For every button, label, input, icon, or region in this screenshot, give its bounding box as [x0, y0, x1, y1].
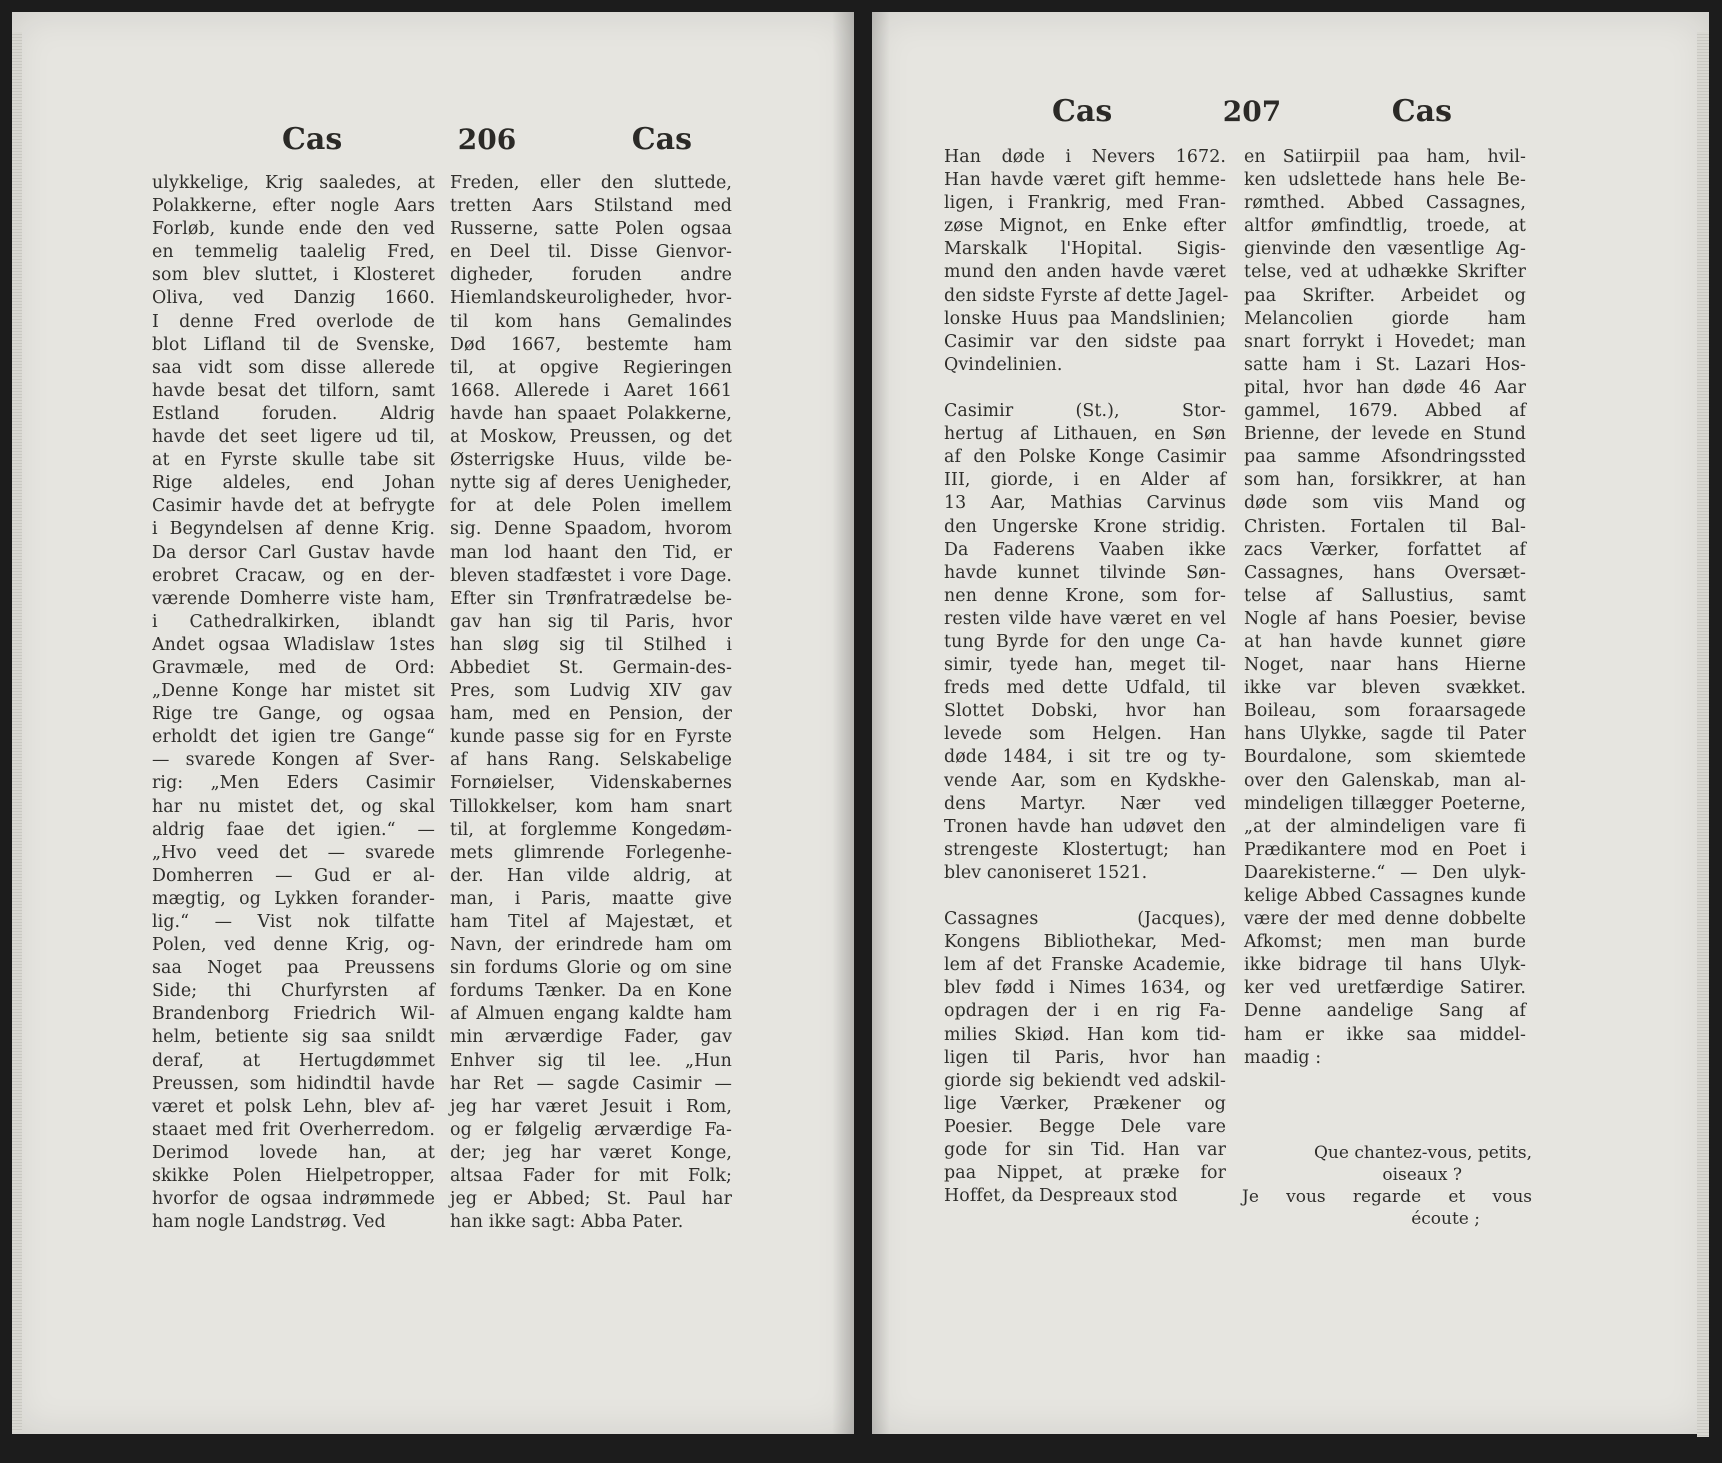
text-line: erholdt det igien tre Gange“ — [152, 727, 435, 748]
text-line: erobret Cracaw, og en der- — [152, 565, 435, 586]
text-line: helm, betiente sig saa snildt — [152, 1027, 435, 1048]
text-line: Casimir var den sidste paa — [944, 331, 1226, 352]
text-line: af den Polske Konge Casimir — [944, 447, 1226, 468]
text-line: sin fordums Glorie og om sine — [450, 958, 732, 979]
text-line: zacs Værker, forfattet af — [1244, 539, 1526, 560]
text-line: 13 Aar, Mathias Carvinus — [944, 493, 1226, 514]
text-line: bleven stadfæstet i vore Dage. — [450, 565, 732, 586]
text-line: nytte sig af deres Uenigheder, — [450, 473, 732, 494]
text-line: Polen, ved denne Krig, og- — [152, 935, 435, 956]
text-line: ham nogle Landstrøg. Ved — [152, 1212, 386, 1233]
text-line: kunde passe sig for en Fyrste — [450, 727, 732, 748]
text-line: paa Nippet, at præke for — [944, 1163, 1226, 1184]
text-line: Cassagnes, hans Oversæt- — [1244, 562, 1526, 583]
text-line: Freden, eller den sluttede, — [450, 173, 732, 193]
text-line: som blev sluttet, i Klosteret — [152, 265, 435, 286]
text-line: „at der almindeligen vare fi — [1244, 816, 1526, 837]
text-line: mindeligen tillægger Poeterne, — [1244, 793, 1526, 814]
text-line: ligen, i Frankrig, med Fran- — [944, 193, 1226, 214]
text-line: Estland foruden. Aldrig — [152, 403, 435, 424]
text-line: lem af det Franske Academie, — [944, 955, 1226, 976]
text-line: Nogle af hans Poesier, bevise — [1244, 608, 1526, 629]
header-catchword-left: Cas — [1052, 94, 1113, 129]
text-line: en Deel til. Disse Gienvor- — [450, 242, 732, 263]
text-line: — svarede Kongen af Sver- — [152, 750, 435, 771]
text-line: telse, ved at udhække Skrifter — [1244, 262, 1526, 283]
text-line: den Ungerske Krone stridig. — [944, 516, 1226, 537]
text-line: en Satiirpiil paa ham, hvil- — [1244, 147, 1526, 167]
text-line: en temmelig taalelig Fred, — [152, 242, 435, 263]
text-line: Rige aldeles, end Johan — [152, 473, 435, 494]
text-line: der. Han vilde aldrig, at — [450, 865, 732, 886]
text-line: som han, forsikkrer, at han — [1244, 470, 1526, 491]
verse-line-2: oiseaux ? — [1382, 1165, 1462, 1185]
verse-line-3: Je vous regarde et vous — [1242, 1187, 1532, 1207]
text-line: til kom hans Gemalindes — [450, 311, 732, 332]
text-line: opdragen der i en rig Fa- — [944, 1001, 1226, 1022]
text-line: altsaa Fader for mit Folk; — [450, 1166, 732, 1187]
right-page — [872, 12, 1709, 1434]
text-line: Slottet Dobski, hvor han — [944, 701, 1226, 722]
text-line: havde kunnet tilvinde Søn- — [944, 562, 1226, 583]
text-line: til, at forglemme Kongedøm- — [450, 819, 732, 840]
text-line: været et polsk Lehn, blev af- — [152, 1096, 435, 1117]
text-line: saa Noget paa Preussens — [152, 958, 435, 979]
text-line: snart forrykt i Hovedet; man — [1244, 331, 1526, 352]
text-line: Christen. Fortalen til Bal- — [1244, 516, 1526, 537]
text-line: kelige Abbed Cassagnes kunde — [1244, 886, 1526, 906]
text-line: ikke var bleven svækket. — [1244, 678, 1526, 699]
text-line: ker ved uretfærdige Satirer. — [1244, 978, 1526, 999]
text-line: Enhver sig til lee. „Hun — [450, 1050, 732, 1071]
text-line: deraf, at Hertugdømmet — [152, 1050, 435, 1071]
text-line: III, giorde, i en Alder af — [944, 470, 1226, 491]
text-line: mund den anden havde været — [944, 262, 1226, 283]
text-line: jeg har været Jesuit i Rom, — [450, 1096, 732, 1117]
text-line: Noget, naar hans Hierne — [1244, 655, 1526, 676]
text-line: giorde sig bekiendt ved adskil- — [944, 1070, 1226, 1091]
text-line: mægtig, og Lykken forander- — [152, 888, 435, 909]
text-line: mets glimrende Forlegenhe- — [450, 842, 732, 863]
text-line: I denne Fred overlode de — [152, 311, 435, 332]
text-line: har Ret — sagde Casimir — — [450, 1073, 732, 1094]
header-catchword-left: Cas — [282, 122, 343, 157]
header-catchword-right: Cas — [1391, 94, 1452, 129]
text-line: digheder, foruden andre — [450, 265, 732, 286]
text-line: sig. Denne Spaadom, hvorom — [450, 519, 732, 540]
text-line: blev fødd i Nimes 1634, og — [944, 978, 1226, 999]
text-line: satte ham i St. Lazari Hos- — [1244, 354, 1526, 375]
text-line: „Denne Konge har mistet sit — [152, 681, 435, 702]
verse-line-1: Que chantez-vous, petits, — [1314, 1143, 1532, 1163]
text-line: til, at opgive Regieringen — [450, 357, 732, 378]
text-line: Pres, som Ludvig XIV gav — [450, 681, 732, 702]
text-line: pital, hvor han døde 46 Aar — [1244, 377, 1526, 398]
text-line: Poesier. Begge Dele vare — [944, 1116, 1226, 1137]
text-line: havde besat det tilforn, samt — [152, 380, 435, 401]
text-line: maadig : — [1244, 1047, 1322, 1068]
running-header-left — [282, 122, 692, 157]
text-line: Marskalk l'Hopital. Sigis- — [944, 239, 1226, 260]
text-line: hvorfor de ogsaa indrømmede — [152, 1189, 435, 1210]
text-line: Han døde i Nevers 1672. — [944, 147, 1226, 167]
text-line: Hiemlandskeuroligheder, hvor- — [450, 288, 732, 309]
text-line: paa Skrifter. Arbeidet og — [1244, 285, 1526, 306]
text-line: hans Ulykke, sagde til Pater — [1244, 724, 1526, 745]
text-line: ken udslettede hans hele Be- — [1244, 170, 1526, 191]
text-line: at en Fyrste skulle tabe sit — [152, 450, 435, 471]
text-line: ligen til Paris, hvor han — [944, 1047, 1226, 1068]
text-line: man lod haant den Tid, er — [450, 542, 732, 563]
text-line: Casimir (St.), Stor- — [944, 401, 1226, 422]
text-line: Rige tre Gange, og ogsaa — [152, 704, 435, 725]
text-line: der; jeg har været Konge, — [450, 1142, 732, 1163]
header-catchword-right: Cas — [631, 122, 692, 157]
text-line: Tillokkelser, kom ham snart — [450, 796, 732, 817]
text-line: zøse Mignot, en Enke efter — [944, 216, 1226, 237]
text-line: 1668. Allerede i Aaret 1661 — [450, 380, 732, 401]
text-line: Forløb, kunde ende den ved — [152, 219, 435, 240]
text-line: Da dersor Carl Gustav havde — [152, 542, 435, 563]
left-page-column-2 — [450, 172, 732, 1234]
text-line: lige Værker, Prækener og — [944, 1093, 1226, 1114]
text-line: fordums Tænker. Da en Kone — [450, 981, 732, 1002]
text-line: gienvinde den væsentlige Ag- — [1244, 239, 1526, 260]
text-line: resten vilde have været en vel — [944, 608, 1226, 629]
left-page-column-1 — [152, 172, 435, 1234]
text-line: døde 1484, i sit tre og ty- — [944, 747, 1226, 768]
right-page-column-1 — [944, 146, 1229, 1208]
text-line: lig.“ — Vist nok tilfatte — [152, 912, 435, 932]
text-line: Qvindelinien. — [944, 354, 1063, 375]
page-number-left: 206 — [457, 123, 517, 156]
text-line: være der med denne dobbelte — [1244, 909, 1526, 930]
verse-line-4: écoute ; — [1411, 1209, 1480, 1229]
text-line: ikke bidrage til hans Ulyk- — [1244, 955, 1526, 976]
text-line: Bourdalone, som skiemtede — [1244, 747, 1526, 768]
text-line: man, i Paris, maatte give — [450, 888, 732, 909]
text-line — [944, 377, 1226, 400]
text-line: Domherren — Gud er al- — [152, 865, 435, 886]
text-line: blev canoniseret 1521. — [944, 862, 1148, 883]
running-header-right — [1052, 94, 1452, 129]
text-line: og er følgelig ærværdige Fa- — [450, 1119, 732, 1140]
text-line: den sidste Fyrste af dette Jagel- — [944, 285, 1229, 306]
text-line: altfor ømfindtlig, troede, at — [1244, 216, 1526, 237]
text-line: Daarekisterne.“ — Den ulyk- — [1244, 862, 1526, 883]
text-line: vende Aar, som en Kydskhe- — [944, 770, 1226, 791]
text-line: lonske Huus paa Mandslinien; — [944, 308, 1226, 329]
text-line: dens Martyr. Nær ved — [944, 793, 1226, 814]
text-line: Brienne, der levede en Stund — [1244, 424, 1526, 445]
text-line: Han havde været gift hemme- — [944, 170, 1226, 191]
text-line: for at dele Polen imellem — [450, 496, 732, 517]
text-line: Afkomst; men man burde — [1244, 932, 1526, 953]
text-line: hertug af Lithauen, en Søn — [944, 424, 1226, 445]
text-line: havde det seet ligere ud til, — [152, 427, 435, 448]
text-line: skikke Polen Hielpetropper, — [152, 1166, 435, 1187]
text-line: telse af Sallustius, samt — [1244, 585, 1526, 606]
text-line: Russerne, satte Polen ogsaa — [450, 219, 732, 240]
text-line: af hans Rang. Selskabelige — [450, 750, 732, 771]
text-line: Side; thi Churfyrsten af — [152, 981, 435, 1002]
text-line: Fornøielser, Videnskabernes — [450, 773, 732, 794]
text-line: strengeste Klostertugt; han — [944, 839, 1226, 860]
text-line: døde som viis Mand og — [1244, 493, 1526, 514]
page-edge-left — [12, 32, 22, 1432]
text-line: Melancolien giorde ham — [1244, 308, 1526, 329]
text-line: Denne aandelige Sang af — [1244, 1001, 1526, 1022]
text-line: ulykkelige, Krig saaledes, at — [152, 173, 435, 193]
text-line: gode for sin Tid. Han var — [944, 1140, 1226, 1161]
text-line: „Hvo veed det — svarede — [152, 842, 435, 863]
text-line: rig: „Men Eders Casimir — [152, 773, 435, 794]
text-line: Boileau, som foraarsagede — [1244, 701, 1526, 722]
text-line: freds med dette Udfald, til — [944, 678, 1226, 699]
text-line: Da Faderens Vaaben ikke — [944, 539, 1226, 560]
left-page — [12, 12, 854, 1434]
text-line: han sløg sig til Stilhed i — [450, 634, 732, 655]
text-line: af Almuen engang kaldte ham — [450, 1004, 732, 1025]
text-line: Død 1667, bestemte ham — [450, 334, 732, 355]
text-line: Derimod lovede han, at — [152, 1142, 435, 1163]
text-line: i Begyndelsen af denne Krig. — [152, 519, 435, 540]
text-line: Abbediet St. Germain-des- — [450, 657, 732, 678]
text-line: havde han spaaet Polakkerne, — [450, 403, 732, 424]
text-line: jeg er Abbed; St. Paul har — [450, 1189, 732, 1210]
text-line: Oliva, ved Danzig 1660. — [152, 288, 435, 309]
right-page-column-2 — [1244, 146, 1526, 1070]
text-line: gammel, 1679. Abbed af — [1244, 401, 1526, 422]
text-line: simir, tyede han, meget til- — [944, 655, 1226, 676]
text-line: Hoffet, da Despreaux stod — [944, 1186, 1178, 1207]
text-line: at han havde kunnet giøre — [1244, 631, 1526, 652]
text-line: i Cathedralkirken, iblandt — [152, 611, 435, 632]
text-line: over den Galenskab, man al- — [1244, 770, 1526, 791]
text-line: milies Skiød. Han kom tid- — [944, 1024, 1226, 1045]
text-line: Casimir havde det at befrygte — [152, 496, 435, 517]
text-line: Polakkerne, efter nogle Aars — [152, 196, 435, 217]
text-line: Cassagnes (Jacques), — [944, 909, 1226, 930]
text-line: gav han sig til Paris, hvor — [450, 611, 732, 632]
text-line: Kongens Bibliothekar, Med- — [944, 932, 1226, 953]
text-line: ham er ikke saa middel- — [1244, 1024, 1526, 1045]
text-line: nen denne Krone, som for- — [944, 585, 1226, 606]
text-line: tung Byrde for den unge Ca- — [944, 631, 1226, 652]
text-line: værende Domherre viste ham, — [152, 588, 435, 609]
text-line: levede som Helgen. Han — [944, 724, 1226, 745]
text-line: at Moskow, Preussen, og det — [450, 427, 732, 448]
text-line: Østerrigske Huus, vilde be- — [450, 450, 732, 471]
text-line: har nu mistet det, og skal — [152, 796, 435, 817]
verse-quotation — [1242, 1142, 1532, 1230]
text-line: ham Titel af Majestæt, et — [450, 912, 732, 932]
page-edge-right — [1697, 32, 1709, 1437]
text-line — [944, 885, 1226, 908]
text-line: min ærværdige Fader, gav — [450, 1027, 732, 1048]
text-line: Prædikantere mod en Poet i — [1244, 839, 1526, 860]
text-line: blot Lifland til de Svenske, — [152, 334, 435, 355]
page-number-right: 207 — [1222, 95, 1282, 128]
text-line: staaet med frit Overherredom. — [152, 1119, 435, 1140]
text-line: tretten Aars Stilstand med — [450, 196, 732, 217]
text-line: Brandenborg Friedrich Wil- — [152, 1004, 435, 1025]
text-line: Preussen, som hidindtil havde — [152, 1073, 435, 1094]
text-line: Gravmæle, med de Ord: — [152, 657, 435, 678]
text-line: ham, med en Pension, der — [450, 704, 732, 725]
text-line: han ikke sagt: Abba Pater. — [450, 1212, 684, 1233]
text-line: Andet ogsaa Wladislaw 1stes — [152, 634, 435, 655]
text-line: aldrig faae det igien.“ — — [152, 819, 435, 840]
text-line: Efter sin Trønfratrædelse be- — [450, 588, 732, 609]
text-line: Tronen havde han udøvet den — [944, 816, 1226, 837]
text-line: paa samme Afsondringssted — [1244, 447, 1526, 468]
text-line: Navn, der erindrede ham om — [450, 935, 732, 956]
text-line: saa vidt som disse allerede — [152, 357, 435, 378]
text-line: rømthed. Abbed Cassagnes, — [1244, 193, 1526, 214]
